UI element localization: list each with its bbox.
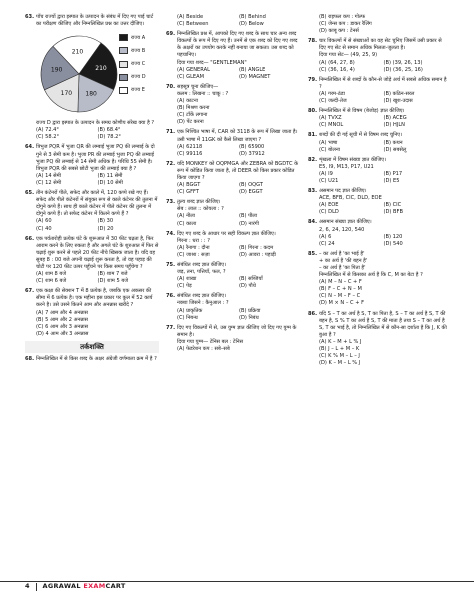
option[interactable]: (B) सब्जियाँ [239,276,263,283]
option[interactable]: (D) 10 सेमी [97,179,123,186]
question [166,262,301,290]
option[interactable]: (C) निबन्ध [177,314,198,321]
option[interactable]: (C) 40 [36,225,52,232]
option[interactable]: (B) गिरना : कदम [239,244,274,251]
question-stem [308,157,448,164]
options-list [308,14,448,35]
question-stem [166,84,301,91]
legend-label: राज्य A [131,34,146,41]
question-given: दिया गया सेट— (49, 25, 9) [319,52,378,59]
option[interactable]: (D) काबू कप : टेनर्स [319,28,359,35]
option[interactable]: (A) BGGT [177,182,201,189]
option[interactable]: (B) 120 [383,233,403,240]
options-grid [308,60,448,74]
option[interactable]: (D) निबंध [239,314,259,321]
question-text: असमान संख्या ज्ञात कीजिए। [319,219,372,226]
option[interactable]: (C) (36, 16, 4) [319,66,355,73]
question-stem [25,190,159,218]
question [308,77,448,105]
question [308,219,448,247]
brand-accent: EXAM [83,582,106,590]
option[interactable]: (D) खुश-उदास [383,98,413,105]
legend-label: राज्य B [131,47,146,54]
option[interactable]: (C) जल्दी-तेज [319,98,347,105]
legend-swatch [119,87,128,94]
question-text: यदि MONKEY को OQPMGA और ZEBRA को BGDTC के रूप में कोडित किया जाता है, तो DEER को किस प्रकार कोडित किया जाएगा ? [177,160,299,181]
page-number: 4 [25,582,30,590]
question-text: पाँच राज्यों द्वारा इस्पात के उत्पादन के संबंध में दिए गए पाई चार्ट का परीक्षण कीजिए और निम्नलिखित प्रश्न का उत्तर दीजिए। [36,14,154,28]
option[interactable]: (D) शाम 5 बजे [97,278,129,285]
question-number: 67. [25,288,35,295]
question [308,38,448,73]
option[interactable]: (D) E5 [383,177,400,184]
options-grid [308,91,448,105]
option[interactable]: (A) नीला [177,213,195,220]
options-list [166,346,301,353]
question-stem [166,231,301,238]
question [25,288,159,338]
question [308,14,448,35]
option[interactable]: (A) काटना [177,98,199,105]
question-stem [25,236,159,271]
question-stem [308,38,448,52]
option[interactable]: (B) 65900 [239,143,265,150]
pie-slice-label: 210 [71,48,84,56]
option[interactable]: (B) CIC [383,202,402,209]
options-grid [308,115,448,129]
option[interactable]: (B) J – L + M – K [319,346,360,353]
question [166,84,301,127]
option[interactable]: (A) EOE [319,202,339,209]
question-text: निम्नलिखित में से शब्दों के कौन-से जोड़े अर्थ में सबसे अधिक समान है ? [319,76,447,90]
option[interactable]: (A) फेडरेशन कप : सबे–सबे [177,346,230,353]
page-footer [25,582,126,591]
options-grid [308,171,448,185]
question-number: 70. [166,83,176,90]
legend-item [119,74,146,81]
options-grid [308,140,448,154]
option[interactable]: (B) Behind [239,14,266,20]
question [25,14,159,141]
option[interactable]: (C) DLD [319,209,339,216]
question-number: 69. [166,31,176,38]
option[interactable]: (B) F – C + N – M [319,286,362,293]
question-text: एक निश्चित भाषा में, CAR को 3118 के रूप में लिखा जाता है। उसी भाषा में 11GK को कैसे लिखा जाएगा ? [177,129,298,143]
question-given: दिया गया शब्द— "GENTLEMAN" [177,59,247,66]
option[interactable]: (D) K – M – L % J [319,360,361,367]
option[interactable]: (B) P17 [383,170,403,177]
question-number: 64. [25,144,35,151]
question [166,199,301,227]
pie-slice-label: 190 [50,66,63,74]
question-text: शब्दों की दी गई सूची में से विषम शब्द चुनिए। [319,132,403,139]
question-number: 68. [25,355,35,362]
question [166,161,301,196]
question [25,144,159,187]
option[interactable]: (D) पेंट करना [177,119,204,126]
option[interactable]: (C) Between [177,21,209,28]
options-grid [166,213,301,227]
option[interactable]: (A) 72.4° [36,127,59,134]
option[interactable]: (B) शाम 7 बजे [97,271,128,278]
option[interactable]: (D) नारंगी [239,220,259,227]
option[interactable]: (C) काला [177,220,197,227]
option[interactable]: (D) BFB [383,209,403,216]
question [25,236,159,286]
question-given: सेब : लाल :: कोयला : ? [177,206,224,213]
pie-slice-label: 180 [85,90,97,98]
option[interactable]: (D) MAGNET [239,73,271,80]
pie-slice-label: 210 [95,65,107,73]
option[interactable]: (C) शाम 6 बजे [36,278,67,285]
brand-logo [43,582,126,591]
question-text: दिए गए विकल्पों में से, उस युग्म ज्ञात कीजिए जो दिए गए युग्म के समान है। [177,324,297,338]
question-number: 85. [308,250,318,257]
question-text: सहसूत्र चुना कीजिए— [177,83,219,90]
question-given: 2, 6, 24, 120, 540 [319,226,365,233]
options-grid [166,144,301,158]
option[interactable]: (D) EGGT [239,189,263,196]
pie-slice-label: 170 [60,90,73,98]
question-number: 78. [308,38,318,45]
option[interactable]: (D) पौधे [239,283,256,290]
question-line: – का अर्थ है 'का पिता है' [319,265,366,271]
section-header: तर्कशक्ति [25,341,159,353]
option[interactable]: (A) I9 [319,170,333,177]
legend-swatch [119,47,128,54]
options-list [166,98,301,126]
question-given: E5, I9, M13, P17, U21 [319,163,374,170]
option[interactable]: (A) 14 सेमी [36,172,61,179]
options-grid [166,14,301,28]
question-text: एक कक्षा की सेक्शन T में 8 प्रत्येक है, जबकि एक अकसर की सीमा में 6 प्रत्येक है। एक महीना इस प्रकार पर कुल में 52 कार्य करने है। उसे उसने कितने आम और अनन्नास खरीदे ? [36,288,153,309]
question-text: संबंधित शब्द ज्ञात कीजिए। [177,293,226,300]
option[interactable]: (A) गरम-ठंडा [319,90,345,97]
question [25,356,159,363]
option[interactable]: (A) K – M + L % J [319,338,362,345]
option[interactable]: (D) आवरा : पहाड़ी [239,251,276,258]
column-middle [166,14,301,356]
question-stem [25,14,159,28]
option[interactable]: (A) शाखा [177,276,197,283]
option[interactable]: (D) HJLN [383,122,405,129]
options-grid [166,245,301,259]
options-grid [25,173,159,187]
question [25,190,159,233]
option[interactable]: (B) मिश्रण करना [177,105,210,112]
question-number: 79. [308,76,318,83]
question-stem [25,288,159,309]
question-stem [166,129,301,143]
option[interactable]: (A) शाम 8 बजे [36,271,67,278]
question [166,231,301,259]
question-number: 76. [166,293,176,300]
option[interactable]: (D) 4 आम और 3 अनन्नास [36,330,89,337]
option[interactable]: (D) M × N – C + F [319,300,365,307]
question-stem [308,108,448,115]
option[interactable]: (A) TVXZ [319,115,342,122]
option[interactable]: (C) बोलना [319,146,340,153]
option[interactable]: (D) (36, 25, 16) [383,66,423,73]
legend-swatch [119,61,128,68]
option[interactable]: (C) जेन्स कप : डाकर रैलिंग [319,21,372,28]
option[interactable]: (B) कठिन-सरल [383,90,415,97]
question-continuation: राज्य D द्वारा इस्पात के उत्पादन के समग्र कोणीय संरेख क्या है ? [36,120,155,127]
options-grid [25,127,159,141]
pie-chart [25,30,159,118]
question-text: दिए गए शब्द के आधार पर सही विकल्प ज्ञात कीजिए। [177,230,276,237]
option[interactable]: (C) U21 [319,177,339,184]
option[interactable]: (C) 6 आम और 3 अनन्नास [36,323,89,330]
option[interactable]: (C) 58.2° [36,134,60,141]
options-grid [166,67,301,81]
question-text: त्रिभुज PQR में भुजा QR की लम्बाई भुजा PQ की लम्बाई के दो गुने से 3 सेमी कम है। भुजा PR की लम्बाई भुजा PQ की लम्बाई भुजा PQ की लम्बाई से 14 सेमी अधिक है। परिधि 55 सेमी है। त्रिभुज PQR की सबसे छोटी भुजा की लम्बाई क्या है ? [36,144,155,172]
legend-item [119,87,146,94]
question-stem [25,356,159,363]
option[interactable]: (B) पीला [239,213,258,220]
question-number: 80. [308,108,318,115]
question [308,157,448,185]
question-text: निम्नलिखित में से विषम (बेजोड़) ज्ञात कीजिए। [319,108,405,115]
legend-label: राज्य D [131,74,146,81]
option[interactable]: (B) OQGT [239,182,263,189]
question [308,188,448,216]
question [308,108,448,129]
question [166,293,301,321]
option[interactable]: (A) (64, 27, 8) [319,59,355,66]
option[interactable]: (B) ANGLE [239,66,266,73]
question-number: 73. [166,199,176,206]
question-number: 65. [25,190,35,197]
question-stem [308,132,448,139]
option[interactable]: (B) 68.4° [97,127,121,134]
legend-label: राज्य E [131,87,145,94]
question-number: 66. [25,235,35,242]
question-stem [308,311,448,339]
question [308,311,448,368]
option[interactable]: (C) 24 [319,240,335,247]
column-left [25,14,159,366]
legend-item [119,34,146,41]
question-given: दिया गया युग्म— टेनिस बल : टेनिस [177,338,244,345]
question-stem [308,188,448,195]
question [166,31,301,81]
question-number: 82. [308,156,318,163]
question-text: असमान पद ज्ञात कीजिए। [319,188,367,195]
question-stem [308,219,448,226]
option[interactable]: (C) GFFT [177,189,199,196]
option[interactable]: (C) N – M – F – C [319,293,361,300]
question-stem [25,144,159,172]
option[interactable]: (B) 30 [97,218,114,225]
question-number: 74. [166,230,176,237]
question-text: – का अर्थ है 'का भाई है' [319,250,365,257]
brand-tail: CART [105,582,126,590]
option[interactable]: (A) रैनागा : दौना [177,244,210,251]
legend-label: राज्य C [131,61,146,68]
options-list [308,279,448,307]
question-text: तीन कंटेनरों पीले, सफेद और काले में, 120 कप्पे रखे गए हैं। सफेद और पीले कंटेनरों में संयुक्त रूप से काले कंटेनर की तुलना में दोगुने कप्पे हैं। साथ ही काले कंटेनर में पीले कंटेनर की तुलना में दोगुने कप्पे हैं। तो सफेद कंटेनर में कितने कप्पे हैं ? [36,190,158,218]
legend-swatch [119,34,128,41]
question-number: 75. [166,262,176,268]
question-number: 77. [166,324,176,331]
option[interactable]: (D) 540 [383,240,403,247]
options-grid [25,218,159,232]
option[interactable]: (B) प्रक्रिया [239,307,261,314]
question [166,14,301,28]
pie-legend [119,34,146,100]
brand-main: AGRAWAL [42,582,84,590]
footer-separator [36,583,37,591]
question-stem [166,31,301,59]
option[interactable]: (D) 37912 [239,150,265,157]
question-stem [166,161,301,182]
option[interactable]: (C) GLEAM [177,73,205,80]
legend-swatch [119,74,128,81]
option[interactable]: (A) 7 आम और 4 अनन्नास [36,309,88,316]
option[interactable]: (B) ACEG [383,115,407,122]
option[interactable]: (C) K % M – L – J [319,353,360,360]
question [166,129,301,157]
option[interactable]: (A) M – N – C + F [319,279,362,286]
options-list [25,310,159,338]
option[interactable]: (B) कथन [383,139,403,146]
option[interactable]: (B) (39, 26, 13) [383,59,423,66]
option[interactable]: (C) 99116 [177,150,203,157]
question-number: 86. [308,310,318,317]
question-number: 81. [308,132,318,139]
option[interactable]: (D) सबसेलू [383,146,407,153]
option[interactable]: (B) राइफल कप : गोल्फ [319,14,366,20]
question-stem [308,77,448,91]
column-right [308,14,448,370]
question [308,132,448,153]
option[interactable]: (C) MNOL [319,122,344,129]
options-grid [166,276,301,290]
question-number: 63. [25,14,35,20]
question-number: 71. [166,129,176,136]
option[interactable]: (C) जाश्रा : सज़ा [177,251,210,258]
question-text: चार विकल्पों में से संख्याओं का वह सेट चुनिए जिसमें उसी प्रकार से दिए गए सेट से समान अधिक मिलता-जुलता है। [319,38,442,52]
question-number: 72. [166,160,176,167]
pie-svg [39,32,119,116]
option[interactable]: (A) भाषा [319,139,338,146]
option[interactable]: (C) टाँकें लगाना [177,112,208,119]
options-grid [308,234,448,248]
question-stem [166,325,301,339]
question-text: निम्नलिखित प्रश्न में, आपको दिए गए शब्द के साथ चार अन्य शब्द विकल्पों के रूप में दिए गए हैं। उनमें से एक शब्द को दिए गए शब्द के अक्षरों का उपयोग करके नहीं बनाया जा सकता। उस शब्द को पहचानिए। [177,31,298,59]
option[interactable]: (B) 5 आम और 2 अनन्नास [36,316,88,323]
option[interactable]: (C) पेड़ [177,283,192,290]
question-text: शृंखला में विषम संख्या ज्ञात कीजिए। [319,156,387,163]
question-text: यदि S – T का अर्थ है S, T का पिता है, S – T का अर्थ है S, T की बहन है, S % T का अर्थ है S, T की माता है तथा S – T का अर्थ है S, T का भाई है, तो निम्नलिखित में से कौन-सा दर्शाता है कि J, K की बुआ है ? [319,310,447,338]
question-text: संबंधित शब्द ज्ञात कीजिए। [177,262,226,268]
option[interactable]: (A) 62118 [177,143,203,150]
question-text: निम्नलिखित में से किस शब्द के अक्षर अंग्रेजी वर्णमाला क्रम में है ? [36,355,157,362]
option[interactable]: (A) 60 [36,218,52,225]
question-given: कलम : लिखना :: चाकू : ? [177,90,229,97]
question-line: निम्नलिखित में से किसका अर्थ है कि C, M का बेटा है ? [319,272,423,279]
legend-item [119,47,146,54]
question [166,325,301,353]
legend-item [119,61,146,68]
question-text: एक पर्वतारोही प्रत्येक घंटे के शुरूआत में 30 फीट चढ़ता है, फिर आराम करने के लिए रुकता है और अगले घंटे के शुरुआत में फिर से चढ़ाई शुरू करने से पहले 20 फीट नीचे खिसक जाता है। यदि वह सुबह 8 : 00 बजे अपनी चढ़ाई शुरू करता है, तो वह पहाड़ की चोटी पर 120 फीट उत्पर पहुँचने पर किस समय पहुँचेगा ? [36,235,159,270]
question-given: जड़, तना, पत्तियाँ, फल, ? [177,269,226,276]
options-grid [25,271,159,285]
option[interactable]: (D) 78.2° [97,134,121,141]
question-number: 83. [308,188,318,195]
option[interactable]: (D) Below [239,21,264,28]
option[interactable]: (A) 6 [319,233,332,240]
question-number: 84. [308,219,318,226]
option[interactable]: (D) 20 [97,225,114,232]
options-grid [166,308,301,322]
question-stem [308,251,448,258]
question-text: तुल्य शब्द ज्ञात कीजिए। [177,199,221,206]
question-given: गिरना : धरा : : ? [177,237,210,244]
option[interactable]: (A) प्राकृतिक [177,307,203,314]
question-line: + का अर्थ है 'की बहन है' [319,257,368,264]
question-given: ACE, BFB, CIC, DLD, EOE [319,195,382,202]
option[interactable]: (A) GENERAL [177,66,210,73]
question [308,251,448,308]
option[interactable]: (C) 12 सेमी [36,179,62,186]
option[interactable]: (A) Beside [177,14,204,20]
options-list [308,339,448,367]
options-grid [308,202,448,216]
question-given: नक्शा जिसने : कैनुआल : ? [177,300,229,307]
options-grid [166,182,301,196]
option[interactable]: (B) 11 सेमी [97,172,123,179]
